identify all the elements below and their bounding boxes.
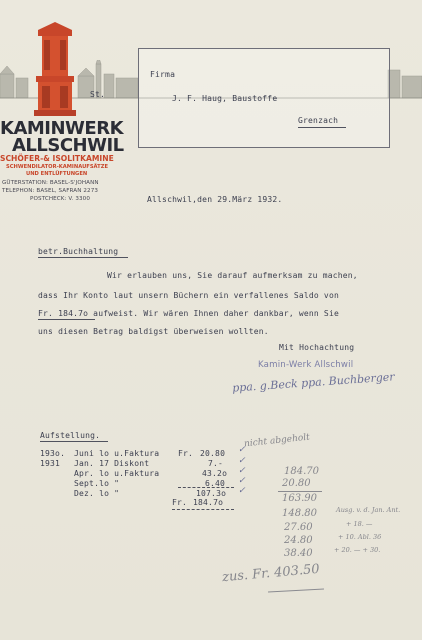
handwritten-total: zus. Fr. 403.50: [221, 561, 321, 586]
handwritten-total-underline: [268, 589, 324, 593]
calc-6: 24.80: [284, 535, 313, 546]
calc-rule-1: [278, 491, 322, 492]
brand-subline1: SCHWENDILATOR-KAMINAUFSÄTZE: [6, 164, 109, 170]
calc-1: 184.70: [284, 466, 319, 477]
total-rule: [172, 509, 234, 510]
calc-2: 20.80: [282, 478, 311, 489]
address-label: Firma: [150, 70, 176, 79]
address-name: J. F. Haug, Baustoffe: [172, 94, 278, 103]
row-4-desc: Sept.lo ": [74, 479, 120, 488]
statement-title: Aufstellung.: [40, 431, 101, 440]
calc-3: 163.90: [282, 493, 317, 504]
body-line-3: Fr. 184.7o aufweist. Wir wären Ihnen daher dankbar, wenn Sie: [38, 309, 339, 318]
closing-line: Mit Hochachtung: [279, 343, 355, 352]
row-2-year: 1931: [40, 459, 61, 468]
calc-5: 27.60: [284, 522, 313, 533]
row-3-amount: 43.2o: [202, 469, 228, 478]
row-3-desc: Apr. lo u.Faktura: [74, 469, 160, 478]
company-stamp: Kamin-Werk Allschwil: [258, 360, 354, 370]
statement-title-underline: [40, 441, 108, 442]
total-amount: 184.7o: [193, 498, 224, 507]
check-mark-3: ✓: [238, 466, 246, 476]
check-mark-1: ✓: [238, 445, 246, 455]
amount-underline: [38, 319, 95, 320]
calc-4: 148.80: [282, 508, 317, 519]
address-city: Grenzach: [298, 116, 339, 125]
row-5-desc: Dez. lo ": [74, 489, 120, 498]
contact-station: GÜTERSTATION: BASEL-S'JOHANN: [2, 180, 99, 186]
row-2-amount: 7.-: [208, 459, 224, 468]
subject-line: betr.Buchhaltung: [38, 247, 119, 256]
brand-name-line2: ALLSCHWIL: [12, 135, 124, 156]
date-line: Allschwil,den 29.März 1932.: [147, 195, 283, 204]
body-line-1: Wir erlauben uns, Sie darauf aufmerksam zu machen,: [107, 271, 358, 280]
subject-underline: [38, 257, 128, 258]
side-note-2: + 18. —: [346, 520, 373, 528]
row-5-amount: 107.3o: [196, 489, 227, 498]
chimney-logo: [30, 22, 80, 118]
side-note-3: + 10. Abl. 36: [338, 533, 382, 541]
st-label: St.: [90, 90, 106, 99]
brand-name-line1: KAMINWERK: [0, 118, 124, 139]
check-mark-5: ✓: [238, 486, 246, 496]
body-line-2: dass Ihr Konto laut unsern Büchern ein verfallenes Saldo von: [38, 291, 339, 300]
city-underline: [298, 127, 346, 128]
contact-postcheck: POSTCHECK: V. 3300: [30, 196, 90, 202]
side-note-1: Ausg. v. d. Jan. Ant.: [336, 506, 401, 514]
row-2-desc: Jan. 17 Diskont: [74, 459, 150, 468]
total-currency: Fr.: [172, 498, 188, 507]
calc-7: 38.40: [284, 548, 313, 559]
subtotal-rule: [178, 487, 234, 488]
row-1-amount: 20.80: [200, 449, 226, 458]
row-1-currency: Fr.: [178, 449, 194, 458]
check-mark-4: ✓: [238, 476, 246, 486]
contact-phone: TELEPHON: BASEL, SAFRAN 2273: [2, 188, 99, 194]
note-not-collected: nicht abgeholt: [243, 432, 311, 450]
body-line-4: uns diesen Betrag baldigst überweisen wollten.: [38, 327, 269, 336]
row-1-year: 193o.: [40, 449, 66, 458]
brand-tagline: SCHÖFER-& ISOLITKAMINE: [0, 154, 114, 163]
row-1-desc: Juni lo u.Faktura: [74, 449, 160, 458]
side-note-4: + 20. — + 30.: [334, 546, 381, 554]
check-mark-2: ✓: [238, 456, 246, 466]
signature: ppa. g.Beck ppa. Buchberger: [231, 370, 396, 395]
row-4-amount: 6.40: [205, 479, 226, 488]
brand-subline2: UND ENTLÜFTUNGEN: [26, 171, 88, 177]
